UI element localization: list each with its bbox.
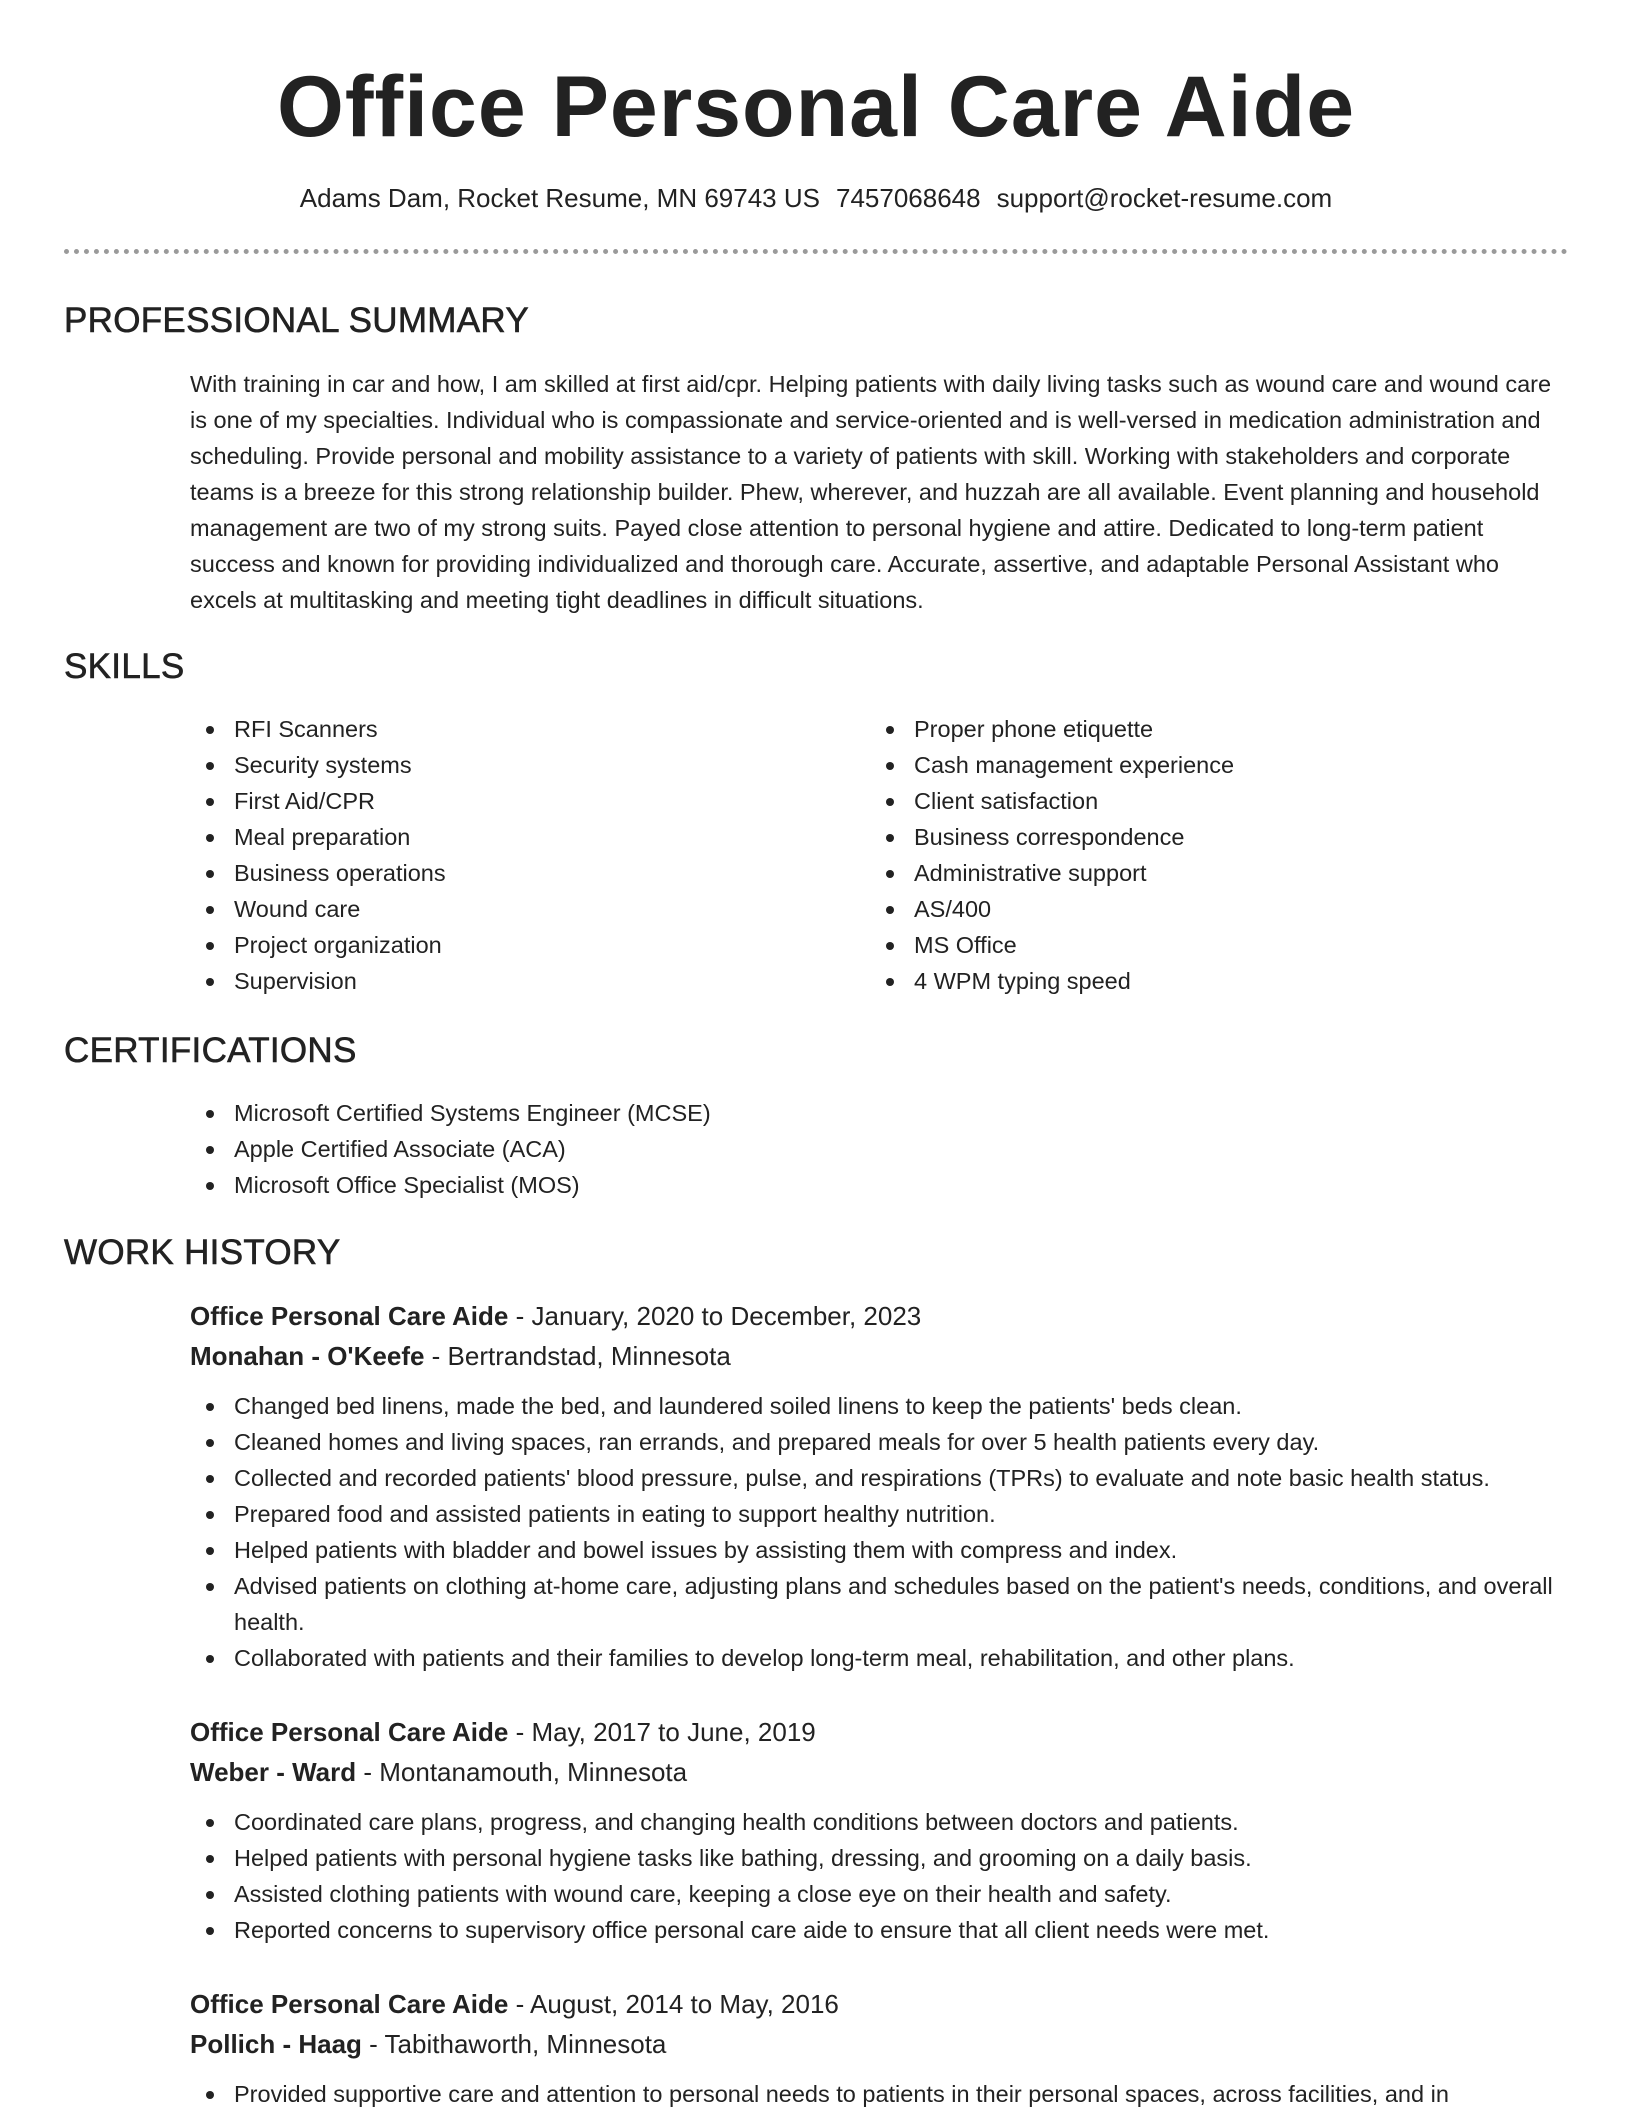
list-item: Administrative support bbox=[870, 855, 1550, 891]
job-bullets bbox=[190, 1388, 1570, 1676]
job-bullets bbox=[190, 2076, 1570, 2112]
job-entry bbox=[190, 1712, 1570, 1948]
job-role: Office Personal Care Aide bbox=[190, 1301, 509, 1331]
list-item: 4 WPM typing speed bbox=[870, 963, 1550, 999]
contact-email: support@rocket-resume.com bbox=[996, 183, 1333, 213]
job-company-line bbox=[190, 2024, 1570, 2064]
job-location: - Bertrandstad, Minnesota bbox=[424, 1341, 731, 1371]
list-item: Advised patients on clothing at-home care, adjusting plans and schedules based on the patient's needs, conditions, and overall health. bbox=[190, 1568, 1570, 1640]
certifications-list bbox=[190, 1095, 1490, 1203]
list-item: Meal preparation bbox=[190, 819, 830, 855]
job-title-line bbox=[190, 1984, 1570, 2024]
list-item: AS/400 bbox=[870, 891, 1550, 927]
list-item: Proper phone etiquette bbox=[870, 711, 1550, 747]
header-divider bbox=[64, 249, 1568, 254]
contact-phone: 7457068648 bbox=[835, 183, 981, 213]
list-item: Collected and recorded patients' blood pressure, pulse, and respirations (TPRs) to evaluate and note basic health status. bbox=[190, 1460, 1570, 1496]
list-item: Microsoft Certified Systems Engineer (MCSE) bbox=[190, 1095, 1490, 1131]
list-item: Cleaned homes and living spaces, ran errands, and prepared meals for over 5 health patients every day. bbox=[190, 1424, 1570, 1460]
list-item: Changed bed linens, made the bed, and laundered soiled linens to keep the patients' beds clean. bbox=[190, 1388, 1570, 1424]
job-role: Office Personal Care Aide bbox=[190, 1717, 509, 1747]
list-item: Supervision bbox=[190, 963, 830, 999]
section-title-work-history: WORK HISTORY bbox=[64, 1233, 341, 1272]
list-item: Collaborated with patients and their families to develop long-term meal, rehabilitation, and other plans. bbox=[190, 1640, 1570, 1676]
list-item: Business operations bbox=[190, 855, 830, 891]
job-company-line bbox=[190, 1336, 1570, 1376]
skills-list-right bbox=[870, 711, 1550, 999]
list-item: Business correspondence bbox=[870, 819, 1550, 855]
skills-list-left bbox=[190, 711, 830, 999]
list-item: Client satisfaction bbox=[870, 783, 1550, 819]
job-bullets bbox=[190, 1804, 1570, 1948]
job-title-line bbox=[190, 1712, 1570, 1752]
list-item: MS Office bbox=[870, 927, 1550, 963]
job-title-line bbox=[190, 1296, 1570, 1336]
list-item: Helped patients with bladder and bowel issues by assisting them with compress and index. bbox=[190, 1532, 1570, 1568]
list-item: Microsoft Office Specialist (MOS) bbox=[190, 1167, 1490, 1203]
list-item: Prepared food and assisted patients in eating to support healthy nutrition. bbox=[190, 1496, 1570, 1532]
list-item: Security systems bbox=[190, 747, 830, 783]
job-dates: - May, 2017 to June, 2019 bbox=[508, 1717, 816, 1747]
list-item: Helped patients with personal hygiene tasks like bathing, dressing, and grooming on a daily basis. bbox=[190, 1840, 1570, 1876]
candidate-name: Office Personal Care Aide bbox=[276, 59, 1356, 155]
job-location: - Montanamouth, Minnesota bbox=[356, 1757, 688, 1787]
job-company: Monahan - O'Keefe bbox=[190, 1341, 425, 1371]
list-item: Apple Certified Associate (ACA) bbox=[190, 1131, 1490, 1167]
list-item: Assisted clothing patients with wound care, keeping a close eye on their health and safety. bbox=[190, 1876, 1570, 1912]
job-company: Pollich - Haag bbox=[190, 2029, 362, 2059]
contact-line bbox=[0, 180, 1632, 216]
list-item: First Aid/CPR bbox=[190, 783, 830, 819]
list-item: Coordinated care plans, progress, and changing health conditions between doctors and patients. bbox=[190, 1804, 1570, 1840]
list-item: Wound care bbox=[190, 891, 830, 927]
job-location: - Tabithaworth, Minnesota bbox=[361, 2029, 667, 2059]
list-item: RFI Scanners bbox=[190, 711, 830, 747]
job-company-line bbox=[190, 1752, 1570, 1792]
list-item: Cash management experience bbox=[870, 747, 1550, 783]
list-item: Reported concerns to supervisory office personal care aide to ensure that all client needs were met. bbox=[190, 1912, 1570, 1948]
job-dates: - January, 2020 to December, 2023 bbox=[508, 1301, 922, 1331]
job-entry bbox=[190, 1984, 1570, 2112]
section-title-certifications: CERTIFICATIONS bbox=[64, 1031, 357, 1070]
list-item: Project organization bbox=[190, 927, 830, 963]
job-company: Weber - Ward bbox=[190, 1757, 357, 1787]
job-entry bbox=[190, 1296, 1570, 1676]
section-title-summary: PROFESSIONAL SUMMARY bbox=[64, 301, 529, 340]
summary-text: With training in car and how, I am skilled at first aid/cpr. Helping patients with daily living tasks such as wound care and wound care is one of my specialties. Individual who is compassionate and service-oriented and is well-versed in medication administration and scheduling. Provide personal and mobility assistance to a variety of patients with skill. Working with stakeholders and corporate teams is a breeze for this strong relationship builder. Phew, wherever, and huzzah are all available. Event planning and household management are two of my strong suits. Payed close attention to personal hygiene and attire. Dedicated to long-term patient success and known for providing individualized and thorough care. Accurate, assertive, and adaptable Personal Assistant who excels at multitasking and meeting tight deadlines in difficult situations. bbox=[190, 371, 1552, 613]
section-title-skills: SKILLS bbox=[64, 647, 185, 686]
list-item: Provided supportive care and attention to personal needs to patients in their personal spaces, across facilities, and in bbox=[190, 2076, 1570, 2112]
job-dates: - August, 2014 to May, 2016 bbox=[508, 1989, 839, 2019]
contact-address: Adams Dam, Rocket Resume, MN 69743 US bbox=[299, 183, 820, 213]
job-role: Office Personal Care Aide bbox=[190, 1989, 509, 2019]
